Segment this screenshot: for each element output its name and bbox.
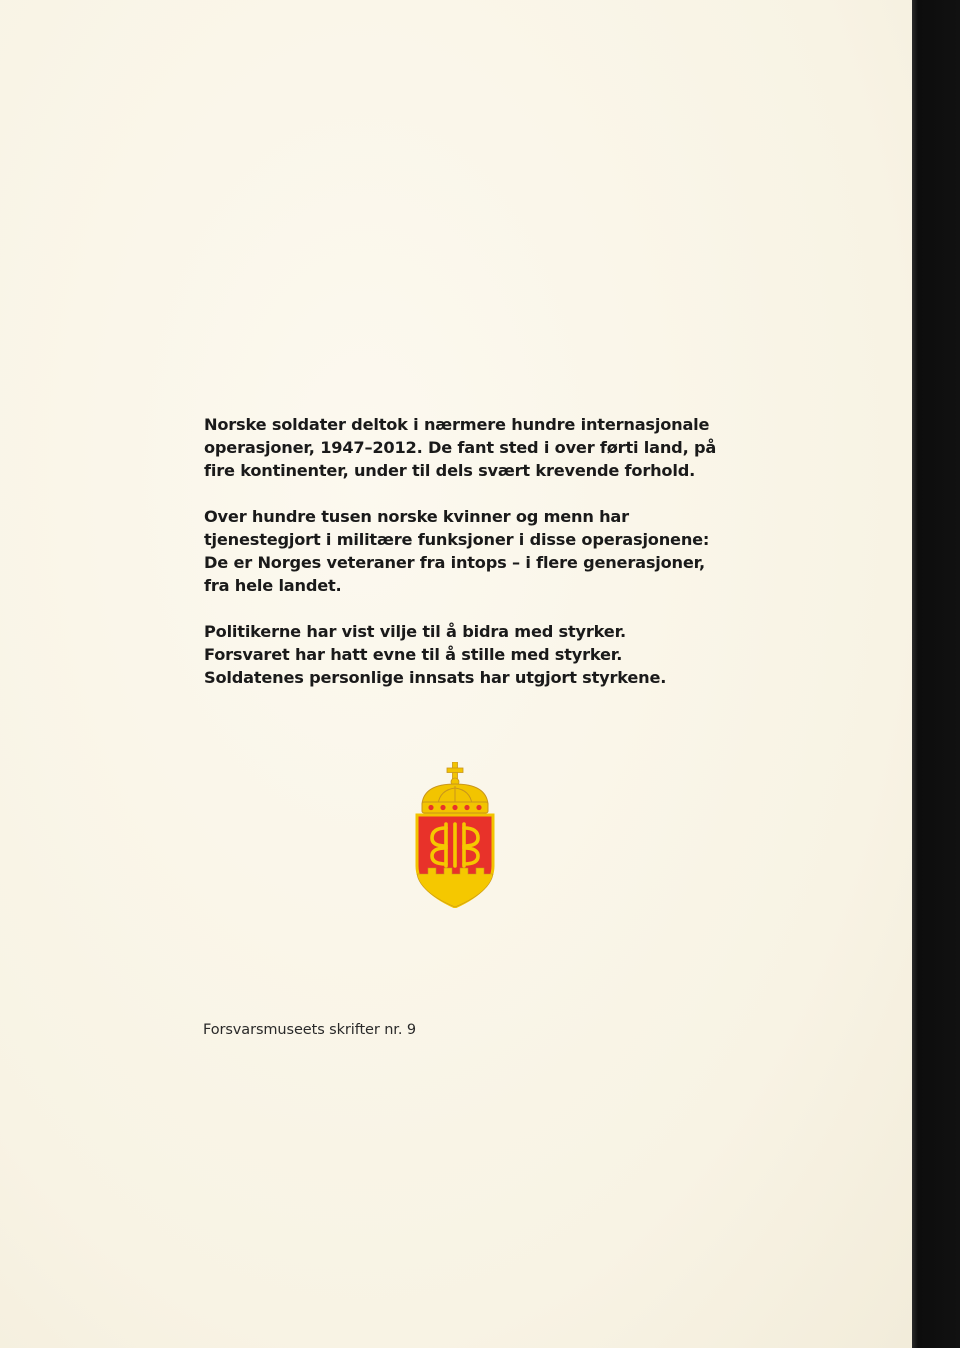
closing-line-politicians: Politikerne har vist vilje til å bidra med styrker. bbox=[204, 622, 626, 641]
cover-text bbox=[204, 413, 724, 689]
closing-line-armed-forces: Forsvaret har hatt evne til å stille med styrker. bbox=[204, 645, 623, 664]
paragraph-operations: Norske soldater deltok i nærmere hundre internasjonale operasjoner, 1947–2012. De fant sted i over førti land, på fire kontinenter, under til dels svært krevende forhold. bbox=[204, 415, 717, 480]
closing-statement bbox=[204, 620, 724, 689]
series-title: Forsvarsmuseets skrifter nr. 9 bbox=[203, 1022, 416, 1038]
coat-of-arms-emblem bbox=[414, 762, 496, 908]
paragraph-veterans: Over hundre tusen norske kvinner og menn har tjenestegjort i militære funksjoner i disse operasjonene: De er Norges veteraner fra intops – i flere generasjoner, fra hele landet. bbox=[204, 507, 710, 595]
book-spine-edge bbox=[912, 0, 960, 1348]
closing-line-soldiers: Soldatenes personlige innsats har utgjort styrkene. bbox=[204, 668, 667, 687]
